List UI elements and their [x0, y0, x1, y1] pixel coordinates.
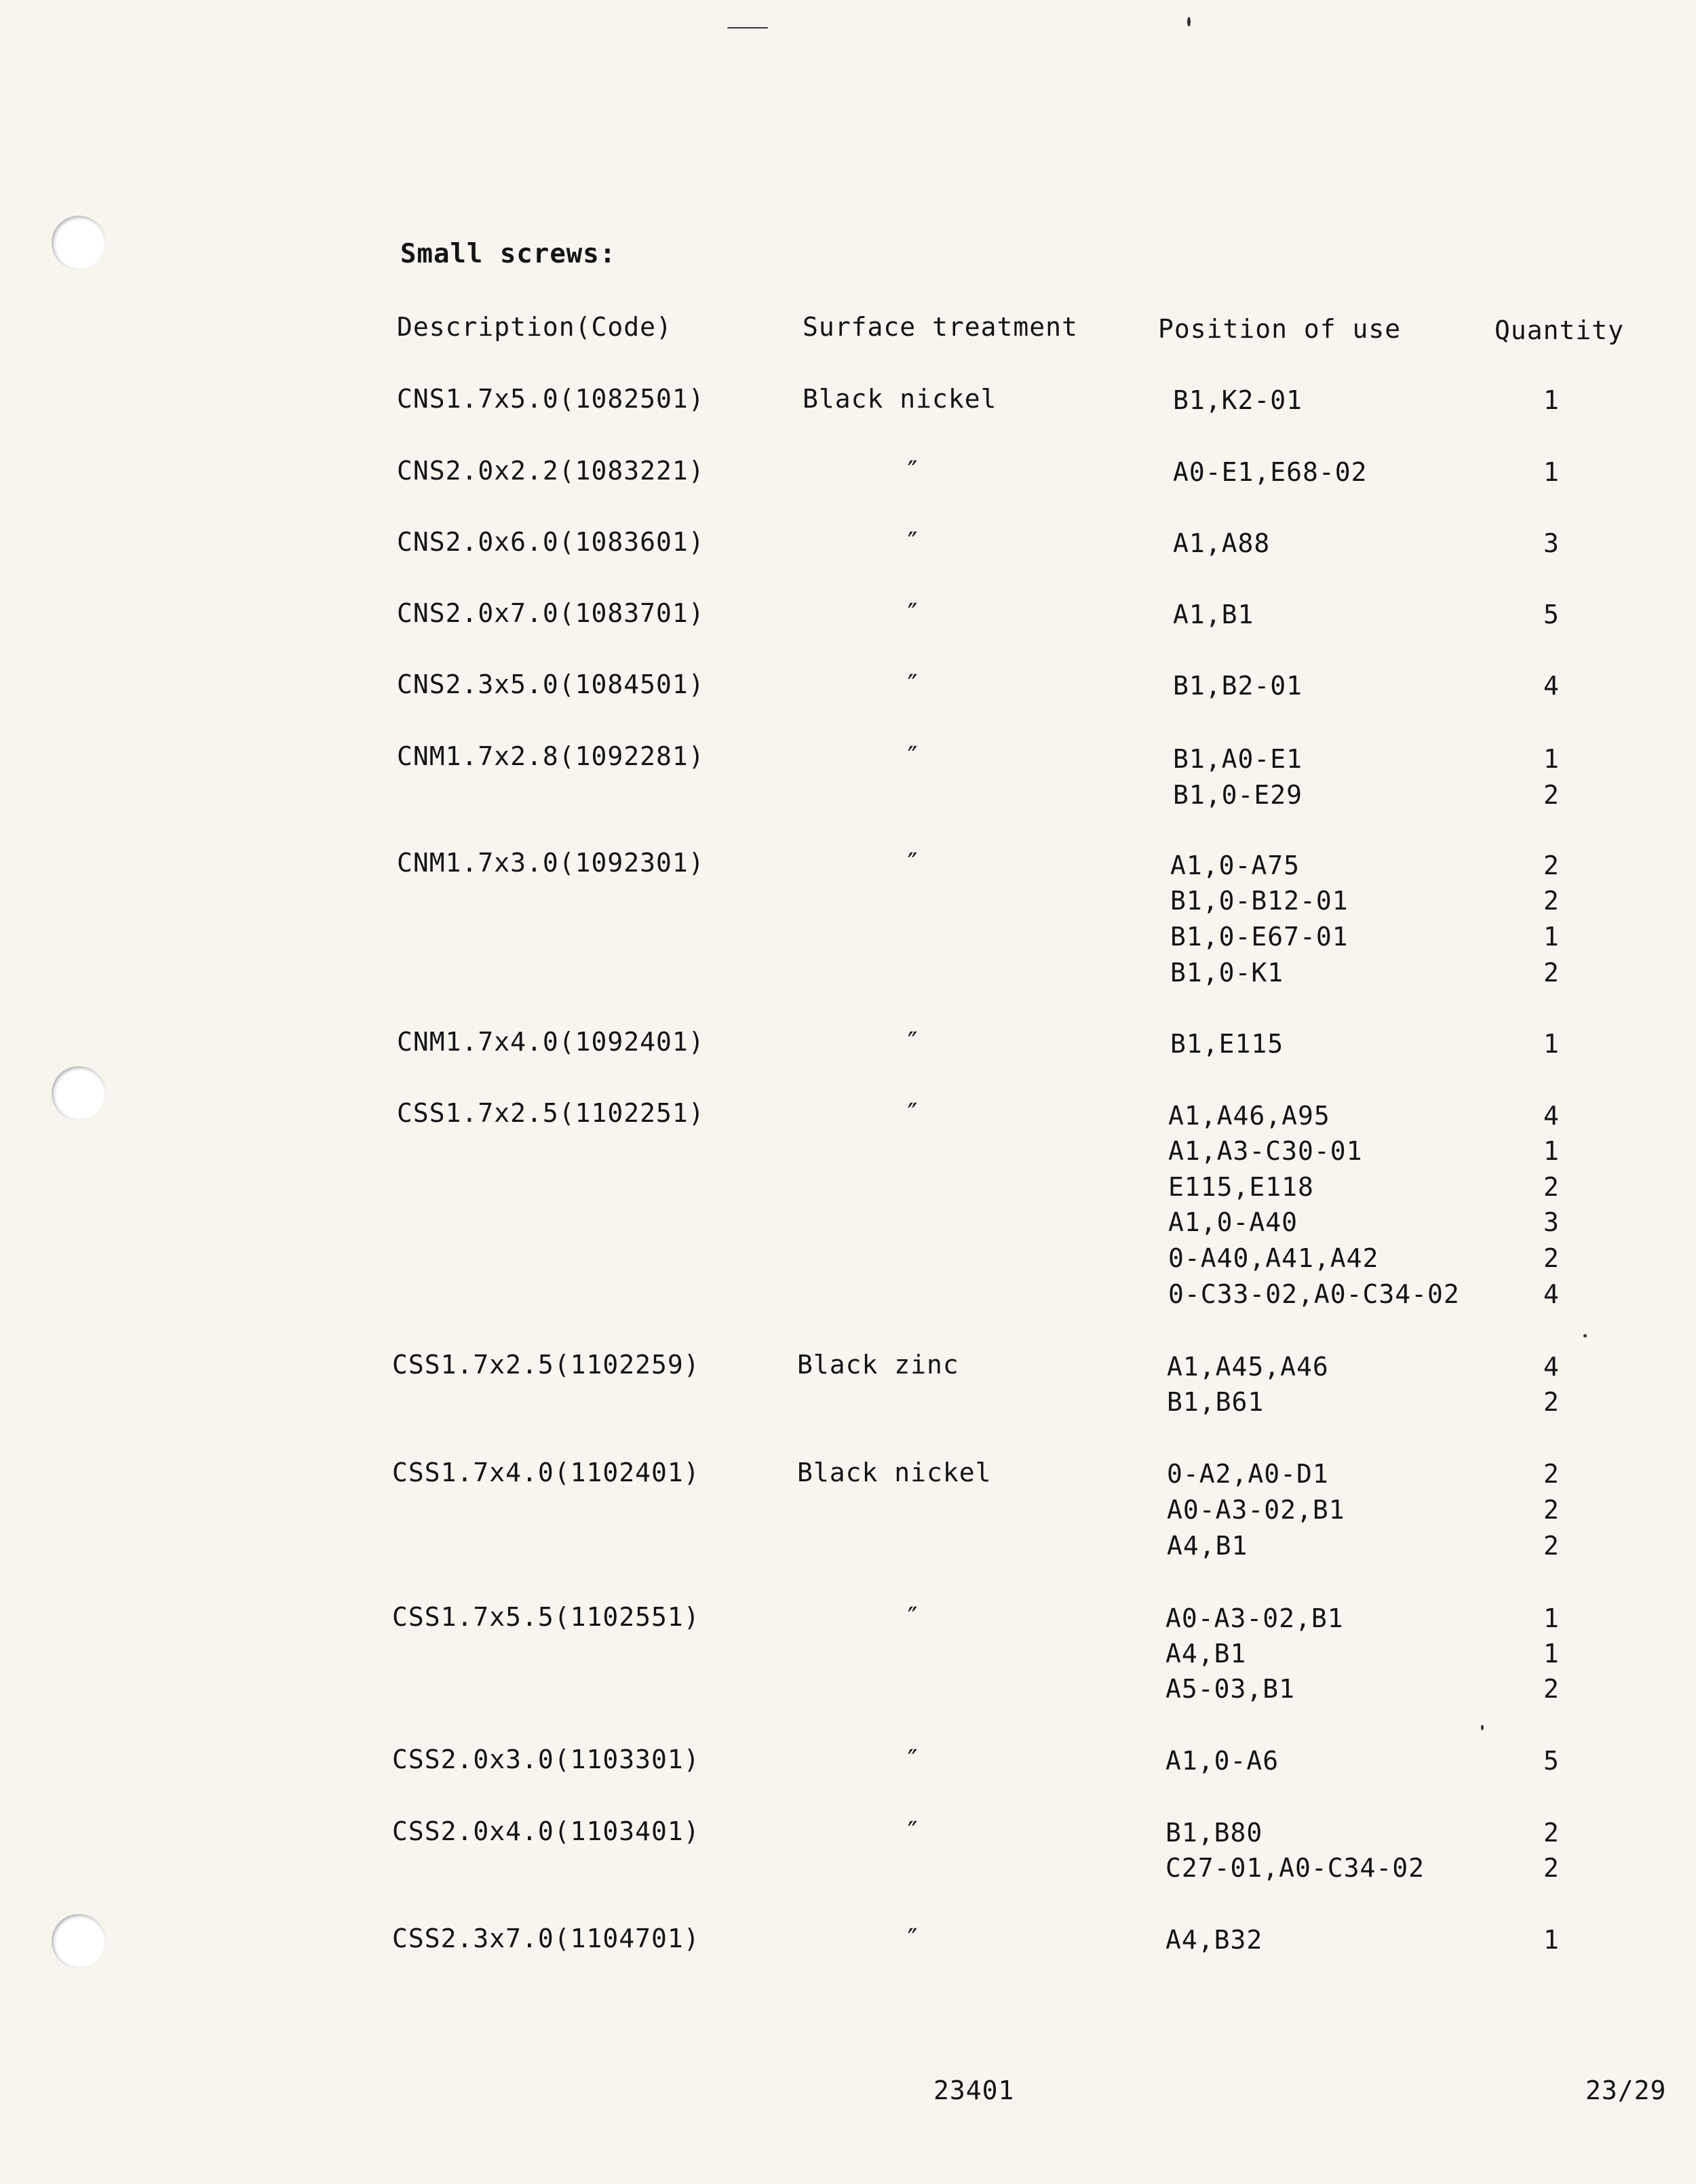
row-description: CSS1.7x5.5(1102551)	[392, 1602, 700, 1632]
row-quantity: 5	[1543, 600, 1560, 629]
row-description: CSS1.7x2.5(1102259)	[392, 1350, 700, 1380]
row-quantity: 2	[1543, 1172, 1560, 1202]
row-quantity: 1	[1543, 1136, 1560, 1166]
row-description: CNS2.3x5.0(1084501)	[397, 669, 705, 699]
row-surface-ditto: ″	[904, 456, 922, 487]
row-position: A0-A3-02,B1	[1165, 1603, 1344, 1633]
row-position: A0-E1,E68-02	[1173, 457, 1368, 487]
row-surface: Black nickel	[797, 1458, 992, 1487]
row-description: CNM1.7x3.0(1092301)	[397, 848, 705, 878]
row-quantity: 3	[1543, 1207, 1560, 1237]
row-description: CSS2.0x4.0(1103401)	[392, 1816, 700, 1846]
row-description: CSS1.7x2.5(1102251)	[397, 1098, 705, 1128]
row-position: A0-A3-02,B1	[1167, 1495, 1345, 1525]
row-quantity: 1	[1543, 385, 1560, 415]
row-surface-ditto: ″	[904, 1816, 922, 1848]
speck	[727, 27, 768, 28]
row-position: A4,B32	[1165, 1925, 1263, 1955]
row-surface-ditto: ″	[904, 848, 922, 879]
row-position: 0-A2,A0-D1	[1167, 1459, 1329, 1489]
row-position: A1,A45,A46	[1167, 1352, 1329, 1382]
row-quantity: 2	[1543, 1495, 1560, 1525]
row-quantity: 3	[1543, 528, 1560, 558]
row-position: C27-01,A0-C34-02	[1165, 1853, 1425, 1883]
row-quantity: 2	[1543, 1531, 1560, 1561]
row-quantity: 5	[1543, 1746, 1560, 1776]
row-quantity: 2	[1543, 780, 1560, 810]
row-position: B1,B61	[1167, 1387, 1265, 1417]
row-position: B1,A0-E1	[1173, 744, 1303, 774]
row-position: 0-A40,A41,A42	[1168, 1243, 1379, 1273]
row-position: E115,E118	[1168, 1172, 1314, 1202]
row-quantity: 2	[1543, 1387, 1560, 1417]
row-quantity: 2	[1543, 958, 1560, 988]
row-description: CNS2.0x6.0(1083601)	[397, 527, 705, 557]
row-description: CNM1.7x4.0(1092401)	[397, 1027, 705, 1057]
header-surface-treatment: Surface treatment	[803, 312, 1078, 342]
row-description: CSS1.7x4.0(1102401)	[392, 1458, 700, 1487]
footer-doc-number: 23401	[933, 2075, 1015, 2105]
row-quantity: 4	[1543, 1101, 1560, 1131]
row-description: CNS1.7x5.0(1082501)	[397, 384, 705, 414]
row-surface-ditto: ″	[904, 1744, 922, 1776]
row-position: B1,0-K1	[1170, 958, 1284, 988]
row-surface-ditto: ″	[904, 669, 922, 701]
row-quantity: 2	[1543, 1459, 1560, 1489]
row-quantity: 4	[1543, 1279, 1560, 1309]
row-surface: Black zinc	[797, 1350, 959, 1380]
row-surface-ditto: ″	[904, 1027, 922, 1058]
row-position: A1,0-A40	[1168, 1207, 1298, 1237]
row-quantity: 2	[1543, 886, 1560, 916]
row-quantity: 1	[1543, 457, 1560, 487]
row-surface-ditto: ″	[904, 1924, 922, 1955]
binder-hole-middle	[52, 1066, 106, 1120]
row-surface-ditto: ″	[904, 527, 922, 558]
row-quantity: 1	[1543, 1639, 1560, 1669]
section-title: Small screws:	[400, 239, 617, 269]
row-quantity: 2	[1543, 851, 1560, 880]
row-position: B1,0-E29	[1173, 780, 1303, 810]
binder-hole-top	[52, 216, 106, 270]
header-quantity: Quantity	[1495, 315, 1625, 345]
footer-page-number: 23/29	[1585, 2075, 1667, 2105]
row-position: A4,B1	[1167, 1531, 1248, 1561]
row-description: CNS2.0x7.0(1083701)	[397, 598, 705, 628]
row-position: A1,A88	[1173, 528, 1271, 558]
binder-hole-bottom	[52, 1914, 106, 1968]
speck	[1187, 17, 1191, 26]
row-position: 0-C33-02,A0-C34-02	[1168, 1279, 1460, 1309]
row-surface-ditto: ″	[904, 741, 922, 773]
row-position: B1,E115	[1170, 1029, 1284, 1059]
row-position: A5-03,B1	[1165, 1674, 1296, 1704]
row-description: CSS2.0x3.0(1103301)	[392, 1744, 700, 1774]
row-position: B1,K2-01	[1173, 385, 1303, 415]
row-quantity: 1	[1543, 922, 1560, 952]
row-quantity: 2	[1543, 1243, 1560, 1273]
row-quantity: 4	[1543, 1352, 1560, 1382]
row-surface: Black nickel	[803, 384, 997, 414]
header-description: Description(Code)	[397, 312, 672, 342]
row-quantity: 2	[1543, 1818, 1560, 1848]
row-surface-ditto: ″	[904, 598, 922, 629]
row-quantity: 1	[1543, 1029, 1560, 1059]
speck	[1481, 1725, 1484, 1730]
row-description: CSS2.3x7.0(1104701)	[392, 1924, 700, 1953]
row-position: A1,A46,A95	[1168, 1101, 1330, 1131]
row-quantity: 1	[1543, 744, 1560, 774]
row-surface-ditto: ″	[904, 1602, 922, 1633]
row-position: B1,B80	[1165, 1818, 1263, 1848]
row-position: A1,A3-C30-01	[1168, 1136, 1363, 1166]
row-description: CNS2.0x2.2(1083221)	[397, 456, 705, 486]
row-quantity: 1	[1543, 1925, 1560, 1955]
row-position: A4,B1	[1165, 1639, 1247, 1669]
row-position: B1,0-B12-01	[1170, 886, 1349, 916]
row-quantity: 4	[1543, 671, 1560, 701]
row-position: A1,0-A6	[1165, 1746, 1279, 1776]
row-position: A1,B1	[1173, 600, 1254, 629]
speck	[1583, 1334, 1587, 1338]
row-position: B1,B2-01	[1173, 671, 1303, 701]
row-position: B1,0-E67-01	[1170, 922, 1349, 952]
row-quantity: 1	[1543, 1603, 1560, 1633]
row-quantity: 2	[1543, 1853, 1560, 1883]
row-surface-ditto: ″	[904, 1098, 922, 1129]
row-description: CNM1.7x2.8(1092281)	[397, 741, 705, 771]
header-position-of-use: Position of use	[1158, 314, 1402, 344]
row-position: A1,0-A75	[1170, 851, 1300, 880]
row-quantity: 2	[1543, 1674, 1560, 1704]
